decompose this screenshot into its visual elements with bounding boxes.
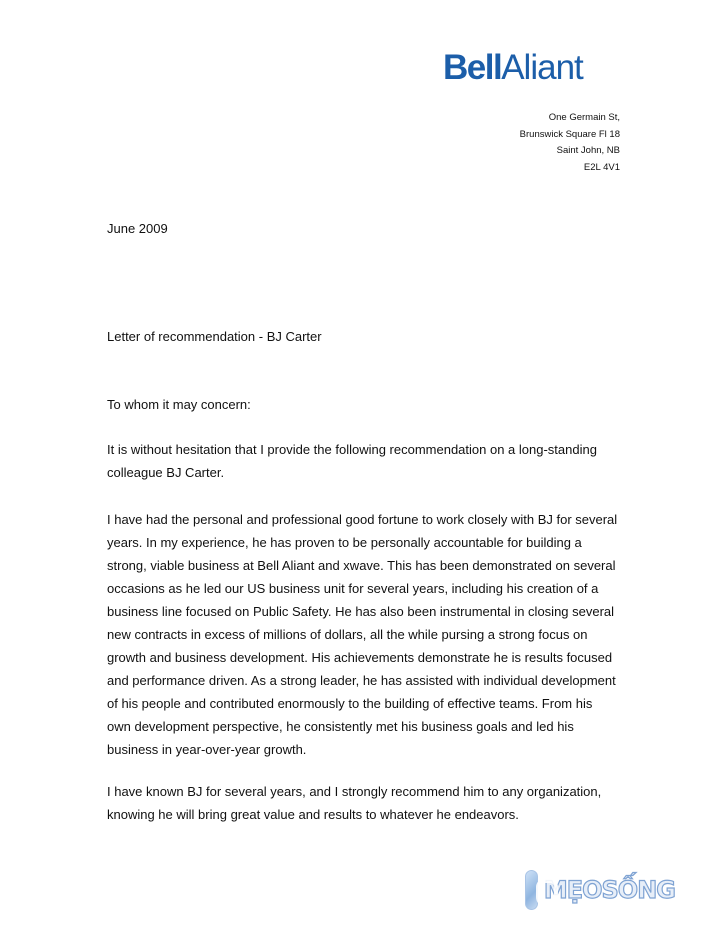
paragraph-line: own development perspective, he consistently met his business goals and led his: [107, 719, 574, 734]
letter-salutation: To whom it may concern:: [107, 397, 251, 412]
paragraph-line: knowing he will bring great value and results to whatever he endeavors.: [107, 807, 519, 822]
paragraph-intro: [107, 438, 627, 484]
meosong-watermark: [525, 868, 675, 912]
paragraph-line: colleague BJ Carter.: [107, 465, 225, 480]
paragraph-line: business line focused on Public Safety. He has also been instrumental in closing several: [107, 604, 615, 619]
paragraph-closing: [107, 780, 627, 826]
paragraph-body: [107, 508, 627, 761]
address-line-2: Brunswick Square Fl 18: [519, 128, 620, 140]
watermark-emblem-icon: [525, 870, 538, 910]
paragraph-line: occasions as he led our US business unit for several years, including his creation of a: [107, 581, 599, 596]
letter-subject: Letter of recommendation - BJ Carter: [107, 329, 322, 344]
paragraph-line: I have known BJ for several years, and I strongly recommend him to any organization,: [107, 784, 602, 799]
address-block: [520, 110, 620, 176]
paragraph-line: years. In my experience, he has proven to be personally accountable for building a: [107, 535, 582, 550]
paragraph-line: strong, viable business at Bell Aliant and xwave. This has been demonstrated on several: [107, 558, 616, 573]
address-line-3: Saint John, NB: [556, 145, 620, 156]
address-line-1: One Germain St,: [548, 112, 620, 123]
logo-bell-text: Bell: [443, 48, 502, 87]
paragraph-line: of his people and contributed enormously to the building of effective teams. From his: [107, 696, 593, 711]
address-line-4: E2L 4V1: [583, 161, 620, 173]
paragraph-line: and performance driven. As a strong leader, he has assisted with individual development: [107, 673, 616, 688]
paragraph-line: business in year-over-year growth.: [107, 742, 307, 757]
logo-aliant-text: Aliant: [501, 48, 583, 87]
paragraph-line: new contracts in excess of millions of dollars, all the while pursing a strong focus on: [107, 627, 588, 642]
watermark-text: MẸOSỐNG: [543, 876, 675, 904]
bell-aliant-logo: [443, 48, 583, 88]
paragraph-line: It is without hesitation that I provide the following recommendation on a long-standing: [107, 442, 597, 457]
letter-date: June 2009: [107, 221, 168, 236]
paragraph-line: growth and business development. His achievements demonstrate he is results focused: [107, 650, 613, 665]
paragraph-line: I have had the personal and professional good fortune to work closely with BJ for several: [107, 512, 618, 527]
